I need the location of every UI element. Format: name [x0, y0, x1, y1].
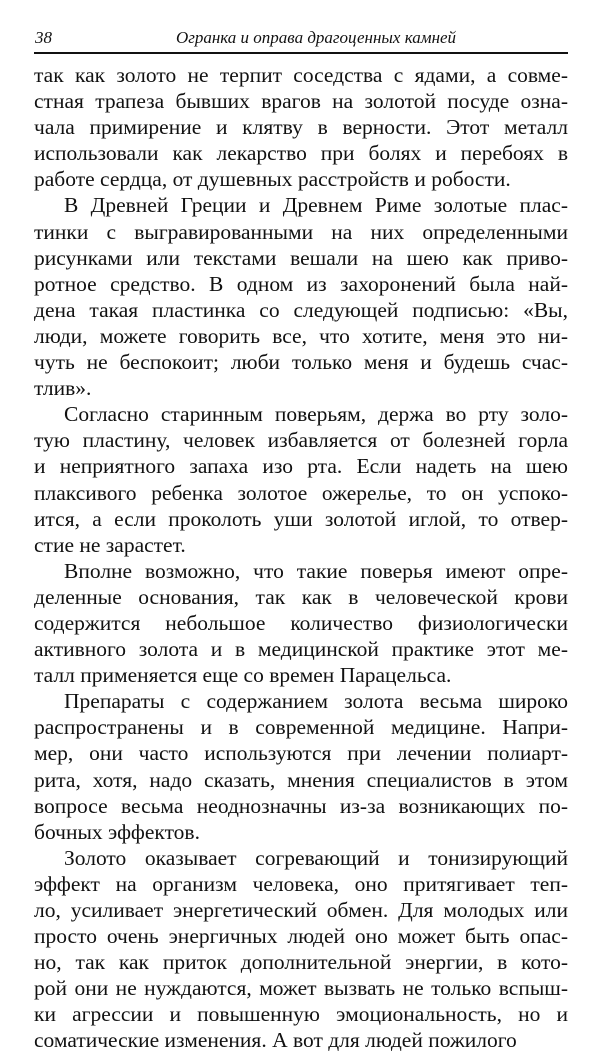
text-line: люди, можете говорить все, что хотите, меня это ни- — [34, 323, 568, 348]
text-line: тлив». — [34, 376, 92, 401]
running-header — [34, 24, 568, 54]
paragraph — [34, 558, 568, 688]
text-line: бочных эффектов. — [34, 819, 200, 844]
text-line: просто очень энергичных людей оно может быть опас- — [34, 924, 568, 949]
text-line: соматические изменения. А вот для людей пожилого — [34, 1028, 517, 1053]
text-line: работе сердца, от душевных расстройств и робости. — [34, 167, 511, 192]
body-text — [34, 62, 568, 1054]
text-line: рисунками или текстами вешали на шею как приво- — [34, 245, 568, 270]
text-line: стная трапеза бывших врагов на золотой посуде озна- — [34, 89, 568, 114]
text-line: чуть не беспокоит; люби только меня и будешь счас- — [34, 350, 568, 375]
paragraph — [34, 62, 568, 192]
text-line: Согласно старинным поверьям, держа во рту золо- — [64, 402, 568, 427]
text-line: ится, а если проколоть уши золотой иглой, то отвер- — [34, 506, 568, 531]
paragraph — [34, 401, 568, 558]
text-line: тую пластину, человек избавляется от болезней горла — [34, 428, 568, 453]
text-line: дена такая пластинка со следующей подписью: «Вы, — [34, 297, 568, 322]
text-line: рой они не нуждаются, может вызвать не только вспыш- — [34, 976, 568, 1001]
text-line: Золото оказывает согревающий и тонизирующий — [64, 845, 568, 870]
text-line: Препараты с содержанием золота весьма широко — [64, 689, 568, 714]
text-line: содержится небольшое количество физиологически — [34, 610, 568, 635]
text-line: рита, хотя, надо сказать, мнения специалистов в этом — [34, 767, 568, 792]
text-line: так как золото не терпит соседства с ядами, а совме- — [34, 63, 568, 87]
text-line: но, так как приток дополнительной энергии, в кото- — [34, 950, 568, 975]
text-line: тинки с выгравированными на них определенными — [34, 219, 568, 244]
text-line: мер, они часто используются при лечении полиарт- — [34, 741, 568, 766]
paragraph — [34, 845, 568, 1054]
text-line: и неприятного запаха изо рта. Если надеть на шею — [34, 454, 568, 479]
text-line: плаксивого ребенка золотое ожерелье, то он успоко- — [34, 480, 568, 505]
text-line: талл применяется еще со времен Парацельса. — [34, 663, 452, 688]
text-line: деленные основания, так как в человеческой крови — [34, 584, 568, 609]
paragraph — [34, 688, 568, 845]
text-line: В Древней Греции и Древнем Риме золотые плас- — [64, 193, 568, 218]
text-line: активного золота и в медицинской практике этот ме- — [34, 637, 568, 662]
text-line: использовали как лекарство при болях и перебоях в — [34, 141, 568, 166]
text-line: распространены и в современной медицине. Напри- — [34, 715, 568, 740]
text-line: ки агрессии и повышенную эмоциональность, но и — [34, 1002, 568, 1027]
running-title: Огранка и оправа драгоценных камней — [175, 28, 457, 47]
text-line: чала примирение и клятву в верности. Этот металл — [34, 115, 568, 140]
text-line: ло, усиливает энергетический обмен. Для молодых или — [34, 898, 568, 922]
text-line: стие не зарастет. — [34, 532, 186, 557]
text-line: эффект на организм человека, оно притягивает теп- — [34, 871, 568, 896]
text-line: вопросе весьма неоднозначны из-за возникающих по- — [34, 793, 568, 818]
text-line: Вполне возможно, что такие поверья имеют опре- — [64, 558, 568, 583]
paragraph — [34, 192, 568, 401]
text-line: ротное средство. В одном из захоронений была най- — [34, 271, 568, 296]
page-number: 38 — [35, 28, 52, 47]
